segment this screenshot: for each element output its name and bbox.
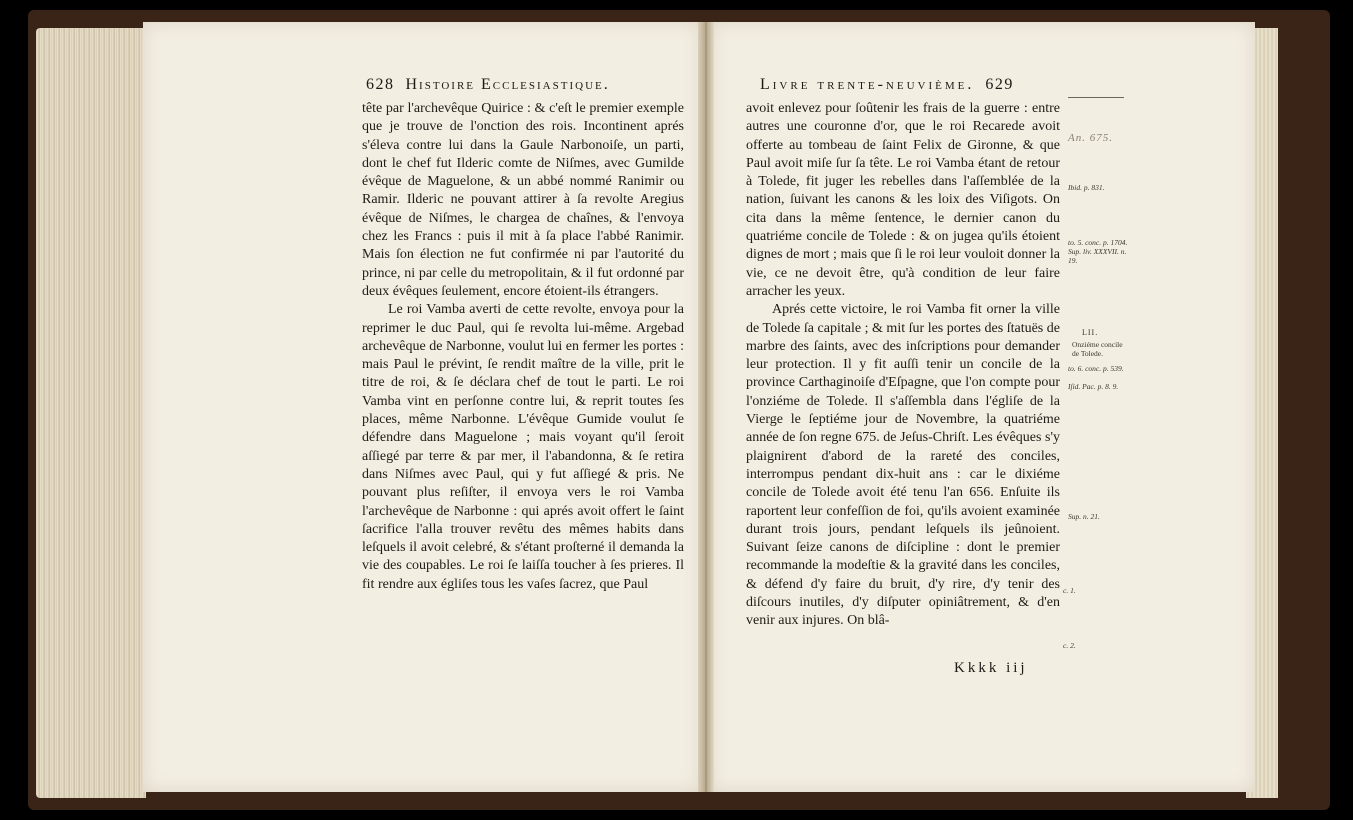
left-paragraph-2: Le roi Vamba averti de cette revolte, envoya pour la reprimer le duc Paul, qui ſe revolta lui-même. Argebad archevêque de Narbonne, voulut lui en fermer les portes : mais Paul le prévint, ſe rendit maître de la ville, prit le titre de roi, & ſe déclara chef de tout le parti. Le roi Vamba vint en perſonne contre lui, & reprit toutes ſes places, même Narbonne. L'évêque Gumide voulut ſe défendre dans Maguelone ; mais voyant qu'il ſeroit aſſiegé par terre & par mer, il l'abandonna, & ſe retira dans Niſmes avec Paul, qui y fut aſſiegé & pris. Ne pouvant plus reſiſter, il envoya vers le roi Vamba l'archevêque de Narbonne : qui aprés avoit offert le ſaint ſacrifice l'alla trouver revêtu des mêmes habits dans leſquels il avoit celebré, & s'étant proſterné il demanda la vie des coupables. Le roi ſe laiſſa toucher à ſes prieres. Il fit rendre aux égliſes tous les vaſes ſacrez, que Paul <box>362 302 684 592</box>
left-running-head <box>366 76 610 94</box>
margin-year: An. 675. <box>1068 132 1113 144</box>
right-head-title: Livre trente-neuvième. <box>760 76 975 93</box>
margin-note-1: Ibid. p. 831. <box>1068 183 1105 192</box>
margin-note-4: to. 6. conc. p. 539. <box>1068 364 1124 373</box>
right-page-body <box>746 100 1060 631</box>
book-gutter <box>698 22 714 792</box>
margin-note-8: c. 2. <box>1063 641 1076 650</box>
margin-rule <box>1068 97 1124 98</box>
margin-section-number: LII. <box>1082 328 1099 337</box>
margin-note-7: c. 1. <box>1063 586 1076 595</box>
signature-mark: Kkkk iij <box>954 660 1028 676</box>
margin-note-6: Sup. n. 21. <box>1068 512 1100 521</box>
right-page-number: 629 <box>985 76 1014 93</box>
margin-section-title: Onziéme concile de Tolede. <box>1072 340 1123 358</box>
left-page-edges <box>36 28 146 798</box>
left-paragraph-1: tête par l'archevêque Quirice : & c'eſt le premier exemple que je trouve de l'onction des rois. Incontinent aprés s'éleva contre lui dans la Gaule Narbonoiſe, un parti, dont le chef fut Ilderic comte de Niſmes, avec Gumilde évêque de Maguelone, & un abbé nommé Ranimir ou Ramir. Ilderic ne pouvant attirer à ſa revolte Aregius évêque de Niſmes, le chargea de chaînes, & l'envoya chez les Francs : puis il mit à ſa place l'abbé Ranimir. Mais ſon élection ne fut confirmée ni par l'autorité du prince, ni par celle du metropolitain, & il fut ordonné par deux évêques ſeulement, encore étoient-ils étrangers. <box>362 101 684 299</box>
margin-note-5: Iſid. Pac. p. 8. 9. <box>1068 382 1119 391</box>
margin-note-2: to. 5. conc. p. 1704. Sup. liv. XXXVII. n. 19. <box>1068 238 1128 265</box>
left-page-body <box>362 100 684 594</box>
right-paragraph-2: Aprés cette victoire, le roi Vamba fit orner la ville de Tolede ſa capitale ; & mit ſur les portes des ſtatuës de marbre des ſaints, avec des inſcriptions pour demander leur protection. Il y fit auſſi tenir un concile de la province Carthaginoiſe d'Eſpagne, que l'on compte pour l'onziéme de Tolede. Il s'aſſembla dans l'égliſe de la Vierge le ſeptiéme jour de Novembre, la quatriéme année de ſon regne 675. de Jeſus-Chriſt. Les évêques s'y plaignirent d'abord de la rareté des conciles, interrompus pendant dix-huit ans : car le dixiéme concile de Tolede avoit été tenu l'an 656. Enſuite ils raportent leur confeſſion de foi, qu'ils avoient examinée durant trois jours, pendant leſquels ils jeûnoient. Suivant ſeize canons de diſcipline : dont le premier recommande la modeſtie & la gravité dans les conciles, & défend d'y faire du bruit, d'y rire, d'y tenir des diſcours inutiles, d'y diſputer opiniâtrement, & d'en venir aux injures. On blâ- <box>746 302 1060 629</box>
left-head-title: Histoire Ecclesiastique. <box>405 76 610 93</box>
right-running-head <box>760 76 1014 94</box>
left-page-number: 628 <box>366 76 395 93</box>
right-paragraph-1: avoit enlevez pour ſoûtenir les frais de la guerre : entre autres une couronne d'or, que le roi Recarede avoit offerte au tombeau de ſaint Felix de Gironne, & que Paul avoit miſe ſur ſa tête. Le roi Vamba étant de retour à Tolede, fit juger les rebelles dans l'aſſemblée de la nation, ſuivant les canons & les loix des Viſigots. On cita dans la même ſentence, le dernier canon du quatriéme concile de Tolede : & on jugea qu'ils étoient dignes de mort ; mais que ſi le roi leur vouloit donner la vie, ce ne devoit être, qu'à condition de leur faire arracher les yeux. <box>746 101 1060 299</box>
